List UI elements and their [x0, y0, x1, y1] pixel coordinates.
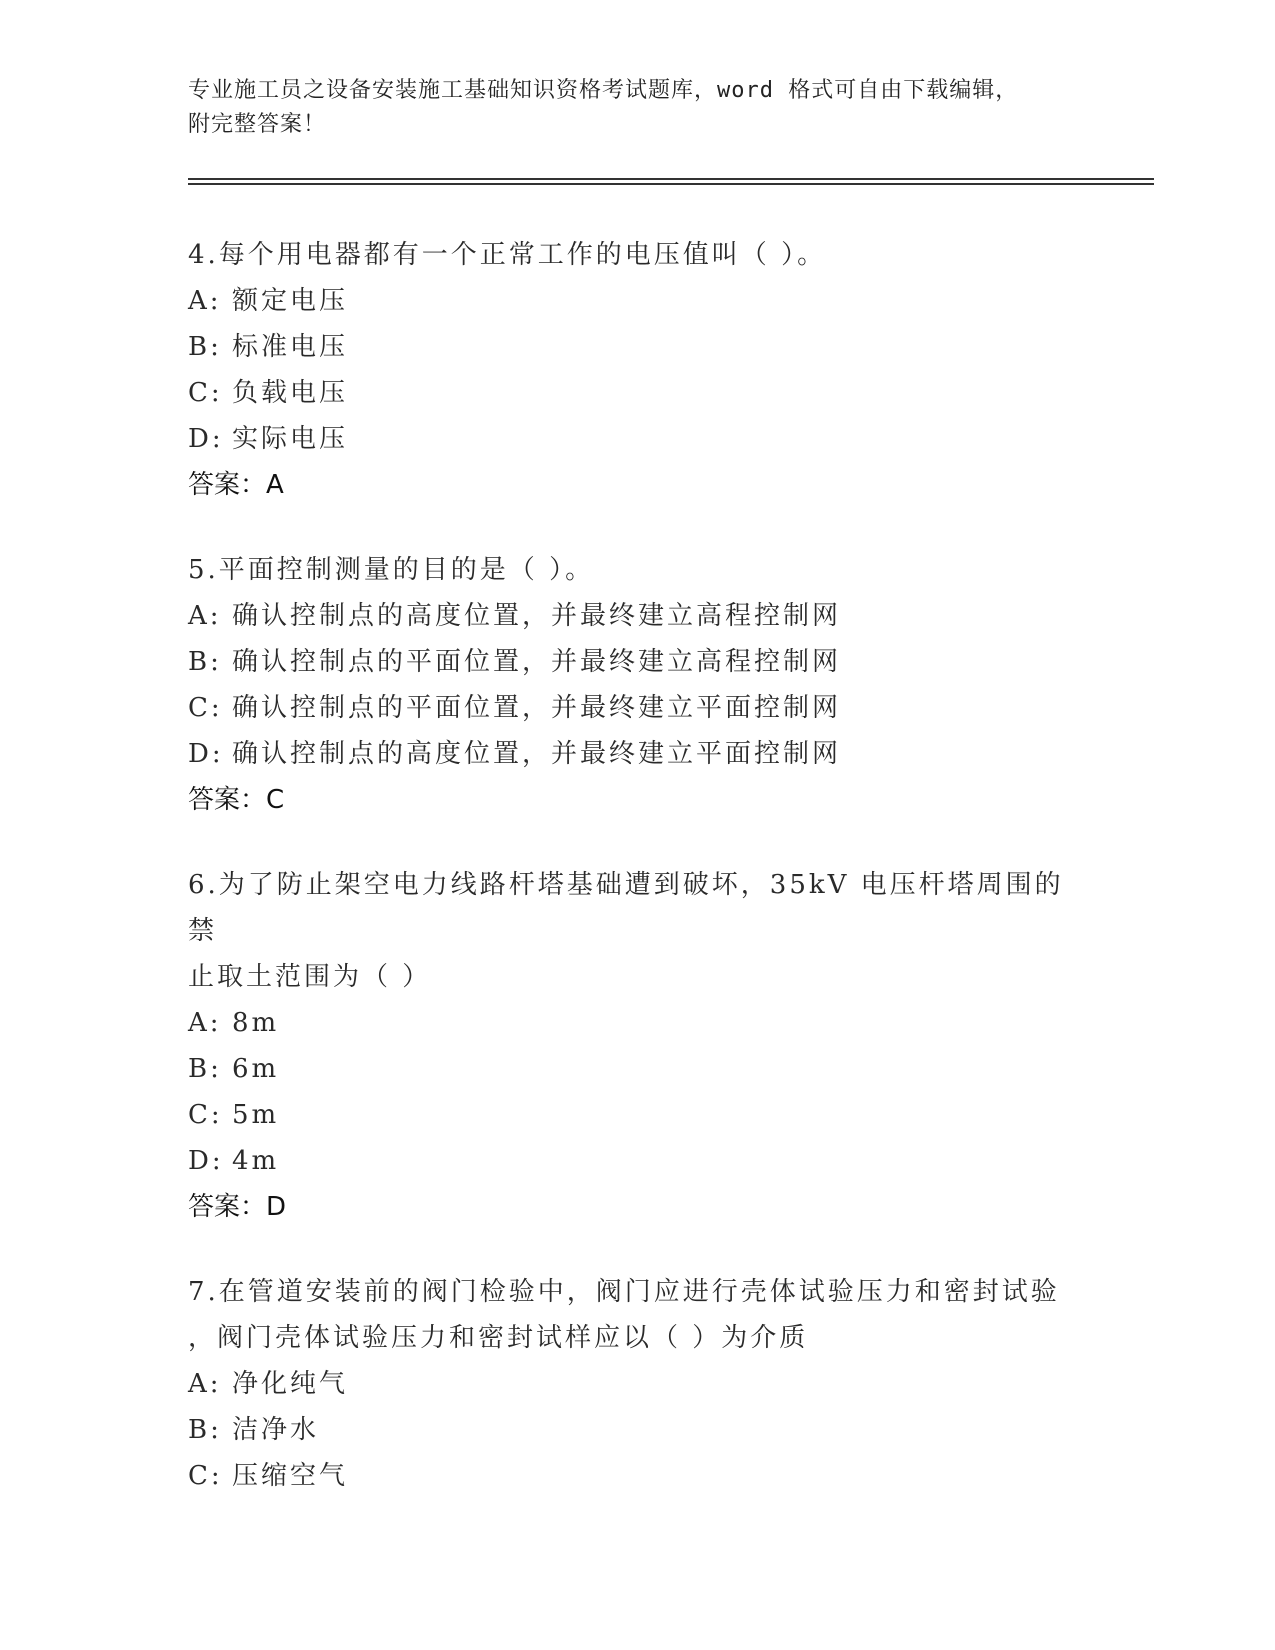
option-letter: B:	[188, 1415, 222, 1445]
option-c	[188, 1453, 1088, 1499]
question-item	[188, 547, 1088, 823]
option-a	[188, 1000, 1088, 1046]
option-a	[188, 278, 1088, 324]
question-item	[188, 232, 1088, 508]
option-text: 6m	[232, 1054, 280, 1084]
question-list	[188, 232, 1088, 1538]
option-text: 确认控制点的高度位置，并最终建立平面控制网	[232, 739, 842, 769]
option-letter: D:	[188, 424, 224, 454]
option-letter: B:	[188, 332, 222, 362]
question-item	[188, 862, 1088, 1230]
answer-line: 答案：D	[188, 1192, 287, 1222]
question-stem: 5.平面控制测量的目的是（ ）。	[188, 555, 595, 585]
option-text: 额定电压	[232, 286, 349, 316]
option-d	[188, 731, 1088, 777]
question-item	[188, 1269, 1088, 1499]
option-b	[188, 324, 1088, 370]
option-c	[188, 370, 1088, 416]
option-letter: A:	[188, 601, 222, 631]
answer-line: 答案：A	[188, 470, 284, 500]
question-stem-line-1: 7.在管道安装前的阀门检验中，阀门应进行壳体试验压力和密封试验	[188, 1277, 1060, 1307]
header-divider-bottom	[188, 183, 1154, 185]
option-letter: B:	[188, 1054, 222, 1084]
option-text: 标准电压	[232, 332, 349, 362]
option-letter: A:	[188, 1008, 222, 1038]
option-letter: C:	[188, 1461, 223, 1491]
option-letter: D:	[188, 1146, 224, 1176]
question-stem-line-2: 止取土范围为（ ）	[188, 962, 432, 992]
option-a	[188, 593, 1088, 639]
option-letter: B:	[188, 647, 222, 677]
option-letter: C:	[188, 1100, 223, 1130]
question-stem-line-1: 6.为了防止架空电力线路杆塔基础遭到破坏，35kV 电压杆塔周围的禁	[188, 870, 1064, 946]
option-text: 确认控制点的平面位置，并最终建立平面控制网	[232, 693, 842, 723]
option-text: 压缩空气	[232, 1461, 349, 1491]
header-line-2: 附完整答案！	[188, 112, 327, 137]
question-stem: 4.每个用电器都有一个正常工作的电压值叫（ ）。	[188, 240, 827, 270]
option-text: 4m	[232, 1146, 280, 1176]
option-b	[188, 1407, 1088, 1453]
option-text: 负载电压	[232, 378, 349, 408]
document-header	[188, 74, 1088, 142]
option-c	[188, 685, 1088, 731]
option-text: 净化纯气	[232, 1369, 349, 1399]
header-line-1: 专业施工员之设备安装施工基础知识资格考试题库，word 格式可自由下载编辑，	[188, 78, 1019, 103]
option-d	[188, 1138, 1088, 1184]
option-d	[188, 416, 1088, 462]
header-divider-top	[188, 178, 1154, 180]
option-letter: C:	[188, 693, 223, 723]
option-letter: A:	[188, 286, 222, 316]
option-text: 8m	[232, 1008, 280, 1038]
option-letter: D:	[188, 739, 224, 769]
option-letter: C:	[188, 378, 223, 408]
option-text: 实际电压	[232, 424, 349, 454]
answer-line: 答案：C	[188, 785, 285, 815]
option-text: 5m	[232, 1100, 280, 1130]
option-letter: A:	[188, 1369, 222, 1399]
question-stem-line-2: ，阀门壳体试验压力和密封试样应以（ ）为介质	[188, 1323, 809, 1353]
option-b	[188, 639, 1088, 685]
option-c	[188, 1092, 1088, 1138]
option-b	[188, 1046, 1088, 1092]
option-text: 确认控制点的高度位置，并最终建立高程控制网	[232, 601, 842, 631]
option-text: 确认控制点的平面位置，并最终建立高程控制网	[232, 647, 842, 677]
option-a	[188, 1361, 1088, 1407]
option-text: 洁净水	[232, 1415, 320, 1445]
